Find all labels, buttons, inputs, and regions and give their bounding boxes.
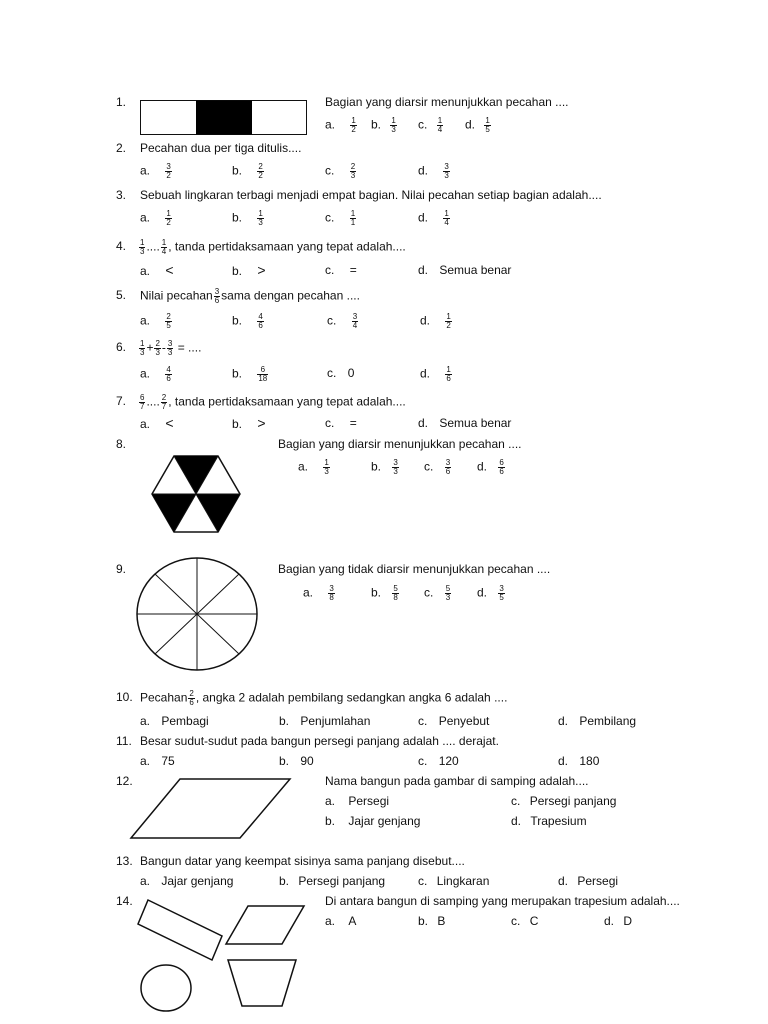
q8-option-c[interactable]: c. $\frac{3}{6}$ xyxy=(424,458,451,476)
q7-option-d[interactable]: d. Semua benar xyxy=(418,416,512,430)
q1-question-text: Bagian yang diarsir menunjukkan pecahan .... xyxy=(325,95,569,109)
q14-option-c[interactable]: c. C xyxy=(511,914,539,928)
q1-number: 1. xyxy=(116,95,127,109)
q8-option-b[interactable]: b. $\frac{3}{3}$ xyxy=(371,458,398,476)
q5-option-c[interactable]: c. $\frac{3}{4}$ xyxy=(327,312,358,330)
q5-number: 5. xyxy=(116,288,127,302)
q11-option-c[interactable]: c. 120 xyxy=(418,754,459,768)
q1-option-c[interactable]: c. $\frac{1}{4}$ xyxy=(418,116,443,134)
q14-shapes-figure xyxy=(136,896,316,1016)
q14-shape-circle xyxy=(141,965,191,1011)
q12-option-c[interactable]: c. Persegi panjang xyxy=(511,794,617,808)
q8-number: 8. xyxy=(116,437,127,451)
q1-option-d[interactable]: d. $\frac{1}{5}$ xyxy=(465,116,490,134)
q5-option-d[interactable]: d. $\frac{1}{2}$ xyxy=(420,312,451,330)
q10-option-b[interactable]: b. Penjumlahan xyxy=(279,714,371,728)
q14-option-b[interactable]: b. B xyxy=(418,914,446,928)
q1-option-a[interactable]: a. $\frac{1}{2}$ xyxy=(325,116,356,134)
q3-question-text: Sebuah lingkaran terbagi menjadi empat bagian. Nilai pecahan setiap bagian adalah.... xyxy=(140,188,602,202)
q14-question-text: Di antara bangun di samping yang merupakan trapesium adalah.... xyxy=(325,894,680,908)
q2-question-text: Pecahan dua per tiga ditulis.... xyxy=(140,141,302,155)
q12-parallelogram xyxy=(131,779,290,838)
q6-option-d[interactable]: d. $\frac{1}{6}$ xyxy=(420,365,451,383)
q10-option-d[interactable]: d. Pembilang xyxy=(558,714,637,728)
q7-option-c[interactable]: c. = xyxy=(325,416,357,430)
q12-option-b[interactable]: b. Jajar genjang xyxy=(325,814,421,828)
q1-shaded-part xyxy=(196,101,252,135)
q1-shaded-bar-figure xyxy=(140,100,308,136)
q10-number: 10. xyxy=(116,690,133,704)
q7-option-a[interactable]: a. < xyxy=(140,415,174,431)
q6-option-a[interactable]: a. $\frac{4}{6}$ xyxy=(140,365,171,383)
q6-option-c[interactable]: c. 0 xyxy=(327,366,355,380)
q13-option-a[interactable]: a. Jajar genjang xyxy=(140,874,234,888)
q13-number: 13. xyxy=(116,854,133,868)
q4-option-b[interactable]: b. > xyxy=(232,262,266,278)
q9-number: 9. xyxy=(116,562,127,576)
q4-question: $\frac{1}{3}$ .... $\frac{1}{4}$ , tanda pertidaksamaan yang tepat adalah.... xyxy=(140,238,406,256)
q9-option-a[interactable]: a. $\frac{3}{8}$ xyxy=(303,584,334,602)
q12-option-d[interactable]: d. Trapesium xyxy=(511,814,587,828)
q8-question-text: Bagian yang diarsir menunjukkan pecahan .... xyxy=(278,437,522,451)
q13-question-text: Bangun datar yang keempat sisinya sama panjang disebut.... xyxy=(140,854,465,868)
q4-option-d[interactable]: d. Semua benar xyxy=(418,263,512,277)
q12-question-text: Nama bangun pada gambar di samping adalah.... xyxy=(325,774,589,788)
q8-option-d[interactable]: d. $\frac{6}{6}$ xyxy=(477,458,504,476)
q5-option-a[interactable]: a. $\frac{2}{5}$ xyxy=(140,312,171,330)
q2-option-b[interactable]: b. $\frac{2}{2}$ xyxy=(232,162,263,180)
q5-option-b[interactable]: b. $\frac{4}{6}$ xyxy=(232,312,263,330)
q12-number: 12. xyxy=(116,774,133,788)
q11-option-b[interactable]: b. 90 xyxy=(279,754,314,768)
q10-question: Pecahan $\frac{2}{6}$ , angka 2 adalah pembilang sedangkan angka 6 adalah .... xyxy=(140,689,508,707)
q13-option-d[interactable]: d. Persegi xyxy=(558,874,619,888)
q14-shape-parallelogram xyxy=(226,906,304,944)
q14-shape-trapezoid xyxy=(228,960,296,1006)
q6-question: $\frac{1}{3}$ + $\frac{2}{3}$ - $\frac{3}{3}$ = .... xyxy=(140,339,202,357)
q13-option-c[interactable]: c. Lingkaran xyxy=(418,874,490,888)
q14-shape-rectangle-tilted xyxy=(138,900,222,960)
q4-number: 4. xyxy=(116,239,127,253)
q1-option-b[interactable]: b. $\frac{1}{3}$ xyxy=(371,116,396,134)
q2-option-d[interactable]: d. $\frac{3}{3}$ xyxy=(418,162,449,180)
q3-option-a[interactable]: a. $\frac{1}{2}$ xyxy=(140,209,171,227)
q6-number: 6. xyxy=(116,340,127,354)
q5-question: Nilai pecahan $\frac{3}{6}$ sama dengan pecahan .... xyxy=(140,287,360,305)
q10-option-c[interactable]: c. Penyebut xyxy=(418,714,490,728)
q11-option-d[interactable]: d. 180 xyxy=(558,754,600,768)
q9-circle-figure xyxy=(135,556,259,672)
q11-option-a[interactable]: a. 75 xyxy=(140,754,175,768)
q14-number: 14. xyxy=(116,894,133,908)
q3-option-c[interactable]: c. $\frac{1}{1}$ xyxy=(325,209,356,227)
q7-number: 7. xyxy=(116,394,127,408)
q12-option-a[interactable]: a. Persegi xyxy=(325,794,390,808)
q2-number: 2. xyxy=(116,141,127,155)
q14-option-d[interactable]: d. D xyxy=(604,914,633,928)
q7-question: $\frac{6}{7}$ .... $\frac{2}{7}$ , tanda pertidaksamaan yang tepat adalah.... xyxy=(140,393,406,411)
q9-option-b[interactable]: b. $\frac{5}{8}$ xyxy=(371,584,398,602)
q8-hexagon-figure xyxy=(150,452,242,536)
q3-option-d[interactable]: d. $\frac{1}{4}$ xyxy=(418,209,449,227)
q4-option-c[interactable]: c. = xyxy=(325,263,357,277)
q6-option-b[interactable]: b. $\frac{6}{18}$ xyxy=(232,365,268,383)
q2-option-c[interactable]: c. $\frac{2}{3}$ xyxy=(325,162,356,180)
q7-option-b[interactable]: b. > xyxy=(232,415,266,431)
q3-number: 3. xyxy=(116,188,127,202)
q12-parallelogram-figure xyxy=(130,778,292,840)
q9-option-c[interactable]: c. $\frac{5}{3}$ xyxy=(424,584,451,602)
q11-question-text: Besar sudut-sudut pada bangun persegi panjang adalah .... derajat. xyxy=(140,734,499,748)
q11-number: 11. xyxy=(116,734,132,748)
q8-option-a[interactable]: a. $\frac{1}{3}$ xyxy=(298,458,329,476)
q9-option-d[interactable]: d. $\frac{3}{5}$ xyxy=(477,584,504,602)
q14-option-a[interactable]: a. A xyxy=(325,914,357,928)
q13-option-b[interactable]: b. Persegi panjang xyxy=(279,874,386,888)
q2-option-a[interactable]: a. $\frac{3}{2}$ xyxy=(140,162,171,180)
q9-question-text: Bagian yang tidak diarsir menunjukkan pecahan .... xyxy=(278,562,551,576)
q10-option-a[interactable]: a. Pembagi xyxy=(140,714,209,728)
q3-option-b[interactable]: b. $\frac{1}{3}$ xyxy=(232,209,263,227)
q4-option-a[interactable]: a. < xyxy=(140,262,174,278)
